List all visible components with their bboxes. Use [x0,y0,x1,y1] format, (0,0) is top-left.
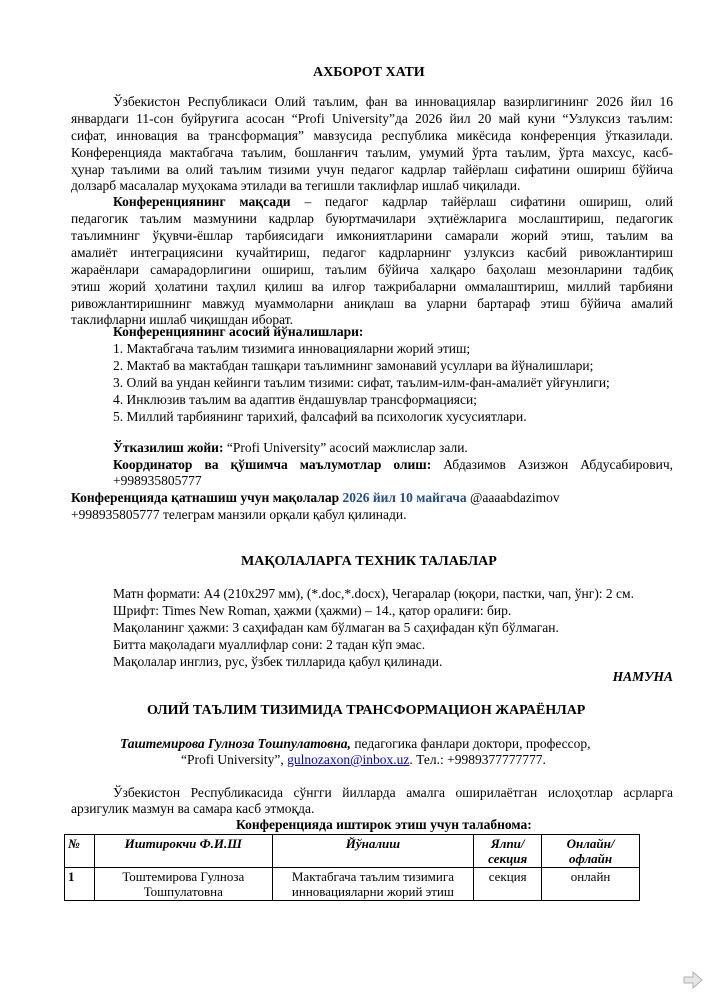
goal-line: этиш жорий ҳолатини таҳлил қилиш ва илғор тажрибаларни оммалаштириш, миллий тарбияни [71,279,673,294]
requirement-line: Мақолалар инглиз, рус, ўзбек тилларида қабул қилинади. [113,654,443,669]
requirement-line: Битта мақоладаги муаллифлар сони: 2 тадан кўп эмас. [113,637,426,652]
coordinator-phone: +998935805777 [113,473,202,488]
goal-text: – педагог кадрлар тайёрлаш сифатини ошириш, олий [290,194,673,209]
arrow-right-icon[interactable] [682,970,704,990]
col-header-type: Ялпи/ секция [474,835,542,868]
coordinator-name: Абдазимов Азизжон Абдусабирович, [443,457,674,472]
col-header-mode: Онлайн/ офлайн [542,835,640,868]
sample-tel: . Тел.: +9989377777777. [409,752,546,767]
cell-type: секция [474,868,542,901]
application-table-header [65,835,640,868]
intro-line: Конференцияда мактабгача таълим, бошланғич таълим, умумий ўрта таълим, ўрта махсус, касб- [71,145,673,160]
intro-line: январдаги 11-сон буйруғига асосан “Profi University”да 2026 йил 20 май куни “Узлуксиз таълим: [71,111,673,126]
sample-article-title: ОЛИЙ ТАЪЛИМ ТИЗИМИДА ТРАНСФОРМАЦИОН ЖАРАЁНЛАР [147,703,586,718]
col-header-number: № [65,835,95,868]
direction-item: 4. Инклюзив таълим ва адаптив ёндашувлар трансформацияси; [113,392,477,407]
col-header-participant: Иштирокчи Ф.И.Ш [94,835,272,868]
document-title: АХБОРОТ ХАТИ [313,65,425,80]
col-header-direction: Йўналиш [272,835,474,868]
direction-item: 3. Олий ва ундан кейинги таълим тизими: сифат, таълим-илм-фан-амалиёт уйғунлиги; [113,375,610,390]
venue-text: “Profi University” асосий мажлислар зали. [223,440,468,455]
submission-line-2: +998935805777 телеграм манзили орқали қабул қилинади. [71,507,407,522]
cell-direction: Мактабгача таълим тизимига инновацияларни жорий этиш [272,868,474,901]
direction-item: 1. Мактабгача таълим тизимига инновацияларни жорий этиш; [113,341,471,356]
sample-email-link[interactable]: gulnozaxon@inbox.uz [287,752,410,767]
direction-item: 5. Миллий тарбиянинг тарихий, фалсафий ва психологик хусусиятлари. [113,409,527,424]
coordinator-line [113,457,673,473]
directions-heading: Конференциянинг асосий йўналишлари: [113,324,364,339]
requirement-line: Матн формати: А4 (210х297 мм), (*.doc,*.docx), Чегаралар (юқори, пастки, чап, ўнг): 2 см. [113,586,634,601]
table-row [65,868,640,901]
intro-line: долзарб масалалар муҳокама этилади ва тегишли таклифлар ишлаб чиқилади. [71,178,521,193]
goal-line: амалиёт интеграциясини кучайтириш, педагог кадрларнинг узлуксиз касбий ривожлантириш [71,245,673,260]
goal-line: таклифларни ишлаб чиқишдан иборат. [71,312,294,327]
cell-mode: онлайн [542,868,640,901]
goal-line: таълимнинг ўқувчи-ёшлар тарбиясидаги имкониятларини самарали жорий этиш, таълим ва [71,228,673,243]
goal-line: жараёнлари самарадорлигини ошириш, таълим бўйича халқаро баҳолаш мезонларини тадбиқ [71,262,673,277]
sample-author-desc: педагогика фанлари доктори, профессор, [350,736,591,751]
submission-handle: @aaaabdazimov [466,490,560,505]
cell-participant: Тоштемирова Гулноза Тошпулатовна [94,868,272,901]
sample-author-line [120,736,591,752]
goal-line: педагогик таълим мазмунини кадрлар буюртмачилари эҳтиёжларига мослаштириш, педагогик [71,211,673,226]
submission-label: Конференцияда қатнашиш учун мақолалар [71,490,340,505]
venue-line [113,440,468,456]
coordinator-label: Координатор ва қўшимча маълумотлар олиш: [113,457,432,472]
sample-abstract-line: арзигулик мазмун ва самара касб этмоқда. [71,801,315,816]
goal-label: Конференциянинг мақсади [113,194,291,209]
requirements-title: МАҚОЛАЛАРГА ТЕХНИК ТАЛАБЛАР [241,554,497,569]
requirement-line: Шрифт: Times New Roman, ҳажми (ҳажми) – 14., қатор оралиғи: бир. [113,603,512,618]
submission-line [71,490,560,506]
intro-line: ҳунар таълими ва олий таълим тизими учун педагог кадрлар тайёрлаш сифатини ошириш бўйича [71,162,673,177]
sample-label: НАМУНА [612,669,673,684]
sample-affil: “Profi University”, [181,752,288,767]
direction-item: 2. Мактаб ва мактабдан ташқари таълимнинг замонавий усуллари ва йўналишлари; [113,358,594,373]
venue-label: Ўтказилиш жойи: [113,440,224,455]
submission-deadline: 2026 йил 10 майгача [342,490,467,505]
intro-line: сифат, инновация ва трансформация” мавзусида республика микёсида конференция ўтказилади. [71,128,673,143]
intro-line: Ўзбекистон Республикаси Олий таълим, фан ва инновациялар вазирлигининг 2026 йил 16 [113,94,673,109]
goal-first-line [113,194,673,210]
goal-line: ривожлантиришнинг мавжуд муаммоларни аниқлаш ва уларни бартараф этиш бўйича амалий [71,296,673,311]
application-title: Конференцияда иштирок этиш учун талабнома: [236,817,532,832]
sample-author: Таштемирова Гулноза Тошпулатовна, [120,736,351,751]
requirement-line: Мақоланинг ҳажми: 3 саҳифадан кам бўлмаган ва 5 саҳифадан кўп бўлмаган. [113,620,559,635]
application-table [64,834,640,901]
sample-affil-line [181,752,546,768]
sample-abstract-line: Ўзбекистон Республикасида сўнгги йилларда амалга оширилаётган ислоҳотлар асрларга [113,785,673,800]
cell-number: 1 [65,868,95,901]
